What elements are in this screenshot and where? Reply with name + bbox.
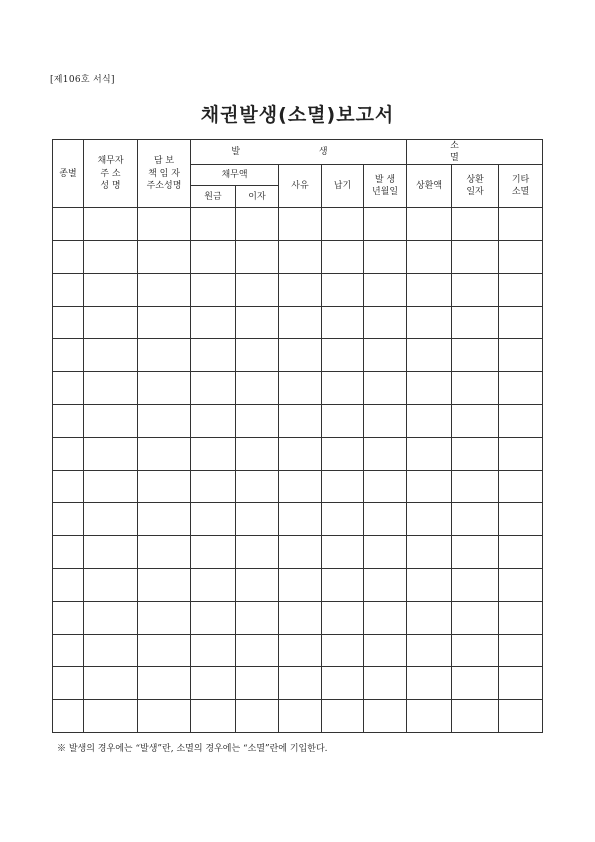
table-cell[interactable] xyxy=(84,339,138,372)
table-cell[interactable] xyxy=(364,437,407,470)
table-cell[interactable] xyxy=(191,241,236,274)
table-cell[interactable] xyxy=(138,536,191,569)
table-cell[interactable] xyxy=(53,306,84,339)
table-cell[interactable] xyxy=(322,503,364,536)
table-cell[interactable] xyxy=(322,339,364,372)
table-cell[interactable] xyxy=(279,601,322,634)
table-cell[interactable] xyxy=(53,339,84,372)
table-cell[interactable] xyxy=(84,700,138,733)
table-cell[interactable] xyxy=(236,634,279,667)
table-row xyxy=(53,503,543,536)
table-cell[interactable] xyxy=(364,372,407,405)
table-row xyxy=(53,667,543,700)
table-cell[interactable] xyxy=(499,569,543,602)
table-cell[interactable] xyxy=(279,569,322,602)
table-cell[interactable] xyxy=(322,667,364,700)
table-cell[interactable] xyxy=(499,208,543,241)
table-cell[interactable] xyxy=(236,700,279,733)
table-cell[interactable] xyxy=(236,405,279,438)
table-cell[interactable] xyxy=(138,667,191,700)
table-row xyxy=(53,339,543,372)
table-cell[interactable] xyxy=(84,470,138,503)
table-cell[interactable] xyxy=(138,273,191,306)
table-cell[interactable] xyxy=(407,470,452,503)
table-row xyxy=(53,536,543,569)
table-cell[interactable] xyxy=(452,470,499,503)
table-cell[interactable] xyxy=(191,569,236,602)
table-cell[interactable] xyxy=(84,601,138,634)
table-cell[interactable] xyxy=(279,339,322,372)
table-cell[interactable] xyxy=(364,339,407,372)
table-cell[interactable] xyxy=(499,503,543,536)
table-cell[interactable] xyxy=(191,372,236,405)
table-cell[interactable] xyxy=(407,503,452,536)
table-cell[interactable] xyxy=(236,306,279,339)
table-cell[interactable] xyxy=(84,667,138,700)
table-cell[interactable] xyxy=(138,470,191,503)
table-cell[interactable] xyxy=(236,241,279,274)
table-cell[interactable] xyxy=(53,241,84,274)
table-cell[interactable] xyxy=(499,372,543,405)
table-cell[interactable] xyxy=(236,372,279,405)
table-cell[interactable] xyxy=(499,634,543,667)
table-cell[interactable] xyxy=(364,503,407,536)
table-cell[interactable] xyxy=(279,470,322,503)
table-cell[interactable] xyxy=(499,273,543,306)
table-cell[interactable] xyxy=(322,634,364,667)
table-row xyxy=(53,273,543,306)
table-cell[interactable] xyxy=(138,700,191,733)
table-cell[interactable] xyxy=(452,273,499,306)
table-cell[interactable] xyxy=(407,405,452,438)
table-cell[interactable] xyxy=(279,405,322,438)
table-cell[interactable] xyxy=(407,569,452,602)
table-cell[interactable] xyxy=(191,405,236,438)
table-cell[interactable] xyxy=(407,437,452,470)
table-cell[interactable] xyxy=(236,470,279,503)
table-cell[interactable] xyxy=(138,405,191,438)
header-other-extinction: 기타 소멸 xyxy=(499,165,543,208)
table-cell[interactable] xyxy=(364,241,407,274)
table-cell[interactable] xyxy=(322,601,364,634)
table-cell[interactable] xyxy=(191,503,236,536)
table-cell[interactable] xyxy=(322,405,364,438)
table-cell[interactable] xyxy=(84,405,138,438)
table-cell[interactable] xyxy=(279,536,322,569)
table-cell[interactable] xyxy=(138,601,191,634)
table-cell[interactable] xyxy=(84,437,138,470)
table-cell[interactable] xyxy=(407,339,452,372)
table-row xyxy=(53,306,543,339)
table-cell[interactable] xyxy=(236,569,279,602)
table-cell[interactable] xyxy=(322,437,364,470)
table-cell[interactable] xyxy=(84,503,138,536)
table-cell[interactable] xyxy=(138,634,191,667)
table-cell[interactable] xyxy=(236,339,279,372)
table-cell[interactable] xyxy=(364,405,407,438)
table-row xyxy=(53,634,543,667)
table-cell[interactable] xyxy=(407,306,452,339)
table-cell[interactable] xyxy=(191,208,236,241)
table-cell[interactable] xyxy=(279,700,322,733)
table-cell[interactable] xyxy=(279,241,322,274)
table-cell[interactable] xyxy=(191,306,236,339)
table-cell[interactable] xyxy=(53,667,84,700)
table-cell[interactable] xyxy=(322,569,364,602)
table-cell[interactable] xyxy=(138,372,191,405)
table-cell[interactable] xyxy=(452,569,499,602)
table-cell[interactable] xyxy=(191,634,236,667)
table-cell[interactable] xyxy=(499,241,543,274)
table-cell[interactable] xyxy=(452,634,499,667)
table-cell[interactable] xyxy=(84,536,138,569)
table-cell[interactable] xyxy=(53,601,84,634)
table-cell[interactable] xyxy=(53,569,84,602)
table-cell[interactable] xyxy=(279,437,322,470)
table-cell[interactable] xyxy=(191,470,236,503)
table-cell[interactable] xyxy=(322,700,364,733)
table-cell[interactable] xyxy=(53,273,84,306)
table-cell[interactable] xyxy=(322,273,364,306)
table-row xyxy=(53,208,543,241)
table-cell[interactable] xyxy=(499,437,543,470)
table-cell[interactable] xyxy=(499,339,543,372)
table-cell[interactable] xyxy=(407,667,452,700)
header-debtor: 채무자 주 소 성 명 xyxy=(84,140,138,208)
table-cell[interactable] xyxy=(138,241,191,274)
table-cell[interactable] xyxy=(53,372,84,405)
table-cell[interactable] xyxy=(407,208,452,241)
table-cell[interactable] xyxy=(364,601,407,634)
form-number: [제106호 서식] xyxy=(50,75,115,85)
table-cell[interactable] xyxy=(279,306,322,339)
header-occurrence-date: 발 생 년월일 xyxy=(364,165,407,208)
header-guarantor: 담 보 책 임 자 주소성명 xyxy=(138,140,191,208)
table-cell[interactable] xyxy=(499,700,543,733)
table-cell[interactable] xyxy=(191,667,236,700)
footnote: ※ 발생의 경우에는 “발생”란, 소멸의 경우에는 “소멸”란에 기입한다. xyxy=(57,744,328,754)
table-cell[interactable] xyxy=(407,601,452,634)
table-cell[interactable] xyxy=(191,601,236,634)
header-interest: 이자 xyxy=(236,186,279,208)
table-cell[interactable] xyxy=(364,569,407,602)
table-cell[interactable] xyxy=(364,536,407,569)
table-row xyxy=(53,601,543,634)
table-cell[interactable] xyxy=(236,503,279,536)
table-cell[interactable] xyxy=(138,503,191,536)
table-cell[interactable] xyxy=(407,372,452,405)
table-cell[interactable] xyxy=(191,339,236,372)
table-cell[interactable] xyxy=(322,241,364,274)
table-row xyxy=(53,700,543,733)
table-cell[interactable] xyxy=(364,470,407,503)
table-cell[interactable] xyxy=(452,208,499,241)
table-cell[interactable] xyxy=(236,437,279,470)
table-cell[interactable] xyxy=(364,208,407,241)
table-cell[interactable] xyxy=(138,208,191,241)
table-cell[interactable] xyxy=(138,306,191,339)
table-cell[interactable] xyxy=(452,536,499,569)
table-cell[interactable] xyxy=(84,634,138,667)
table-cell[interactable] xyxy=(322,470,364,503)
table-cell[interactable] xyxy=(322,208,364,241)
page-title: 채권발생(소멸)보고서 xyxy=(200,104,395,126)
header-debt-amount: 채무액 xyxy=(191,165,279,186)
table-cell[interactable] xyxy=(236,536,279,569)
table-cell[interactable] xyxy=(452,503,499,536)
table-cell[interactable] xyxy=(364,634,407,667)
table-cell[interactable] xyxy=(364,700,407,733)
table-cell[interactable] xyxy=(452,700,499,733)
header-occurrence: 발 생 xyxy=(191,140,407,165)
table-cell[interactable] xyxy=(452,437,499,470)
header-due-date: 납기 xyxy=(322,165,364,208)
table-cell[interactable] xyxy=(53,536,84,569)
header-repayment-date: 상환 일자 xyxy=(452,165,499,208)
table-cell[interactable] xyxy=(236,667,279,700)
table-cell[interactable] xyxy=(499,306,543,339)
table-cell[interactable] xyxy=(279,208,322,241)
table-cell[interactable] xyxy=(53,405,84,438)
table-cell[interactable] xyxy=(191,437,236,470)
table-cell[interactable] xyxy=(364,273,407,306)
table-cell[interactable] xyxy=(53,437,84,470)
table-cell[interactable] xyxy=(452,339,499,372)
table-cell[interactable] xyxy=(53,700,84,733)
table-cell[interactable] xyxy=(279,273,322,306)
table-cell[interactable] xyxy=(138,569,191,602)
table-cell[interactable] xyxy=(84,241,138,274)
table-cell[interactable] xyxy=(322,536,364,569)
table-cell[interactable] xyxy=(452,306,499,339)
table-cell[interactable] xyxy=(364,667,407,700)
table-row xyxy=(53,241,543,274)
table-cell[interactable] xyxy=(53,208,84,241)
header-repayment-amount: 상환액 xyxy=(407,165,452,208)
table-cell[interactable] xyxy=(236,601,279,634)
table-cell[interactable] xyxy=(53,470,84,503)
table-cell[interactable] xyxy=(499,601,543,634)
table-cell[interactable] xyxy=(364,306,407,339)
table-cell[interactable] xyxy=(53,503,84,536)
table-row xyxy=(53,437,543,470)
header-type: 종별 xyxy=(53,140,84,208)
table-cell[interactable] xyxy=(452,241,499,274)
table-cell[interactable] xyxy=(84,306,138,339)
table-cell[interactable] xyxy=(191,273,236,306)
table-cell[interactable] xyxy=(236,273,279,306)
table-cell[interactable] xyxy=(191,700,236,733)
table-cell[interactable] xyxy=(452,667,499,700)
table-row xyxy=(53,405,543,438)
table-cell[interactable] xyxy=(279,634,322,667)
table-cell[interactable] xyxy=(236,208,279,241)
table-cell[interactable] xyxy=(279,372,322,405)
table-cell[interactable] xyxy=(499,667,543,700)
table-cell[interactable] xyxy=(138,339,191,372)
report-table xyxy=(52,139,543,733)
table-cell[interactable] xyxy=(84,273,138,306)
table-cell[interactable] xyxy=(407,700,452,733)
table-cell[interactable] xyxy=(138,437,191,470)
table-cell[interactable] xyxy=(407,536,452,569)
table-cell[interactable] xyxy=(84,569,138,602)
table-cell[interactable] xyxy=(53,634,84,667)
table-cell[interactable] xyxy=(499,470,543,503)
table-cell[interactable] xyxy=(279,667,322,700)
table-cell[interactable] xyxy=(322,306,364,339)
table-cell[interactable] xyxy=(499,405,543,438)
table-cell[interactable] xyxy=(499,536,543,569)
table-cell[interactable] xyxy=(407,241,452,274)
table-cell[interactable] xyxy=(452,601,499,634)
table-row xyxy=(53,569,543,602)
table-cell[interactable] xyxy=(452,405,499,438)
table-cell[interactable] xyxy=(84,372,138,405)
table-cell[interactable] xyxy=(407,634,452,667)
table-cell[interactable] xyxy=(322,372,364,405)
table-cell[interactable] xyxy=(452,372,499,405)
header-reason: 사유 xyxy=(279,165,322,208)
header-principal: 원금 xyxy=(191,186,236,208)
table-cell[interactable] xyxy=(84,208,138,241)
table-cell[interactable] xyxy=(279,503,322,536)
table-row xyxy=(53,470,543,503)
table-row xyxy=(53,372,543,405)
header-extinction: 소 멸 xyxy=(407,140,543,165)
table-cell[interactable] xyxy=(407,273,452,306)
table-cell[interactable] xyxy=(191,536,236,569)
